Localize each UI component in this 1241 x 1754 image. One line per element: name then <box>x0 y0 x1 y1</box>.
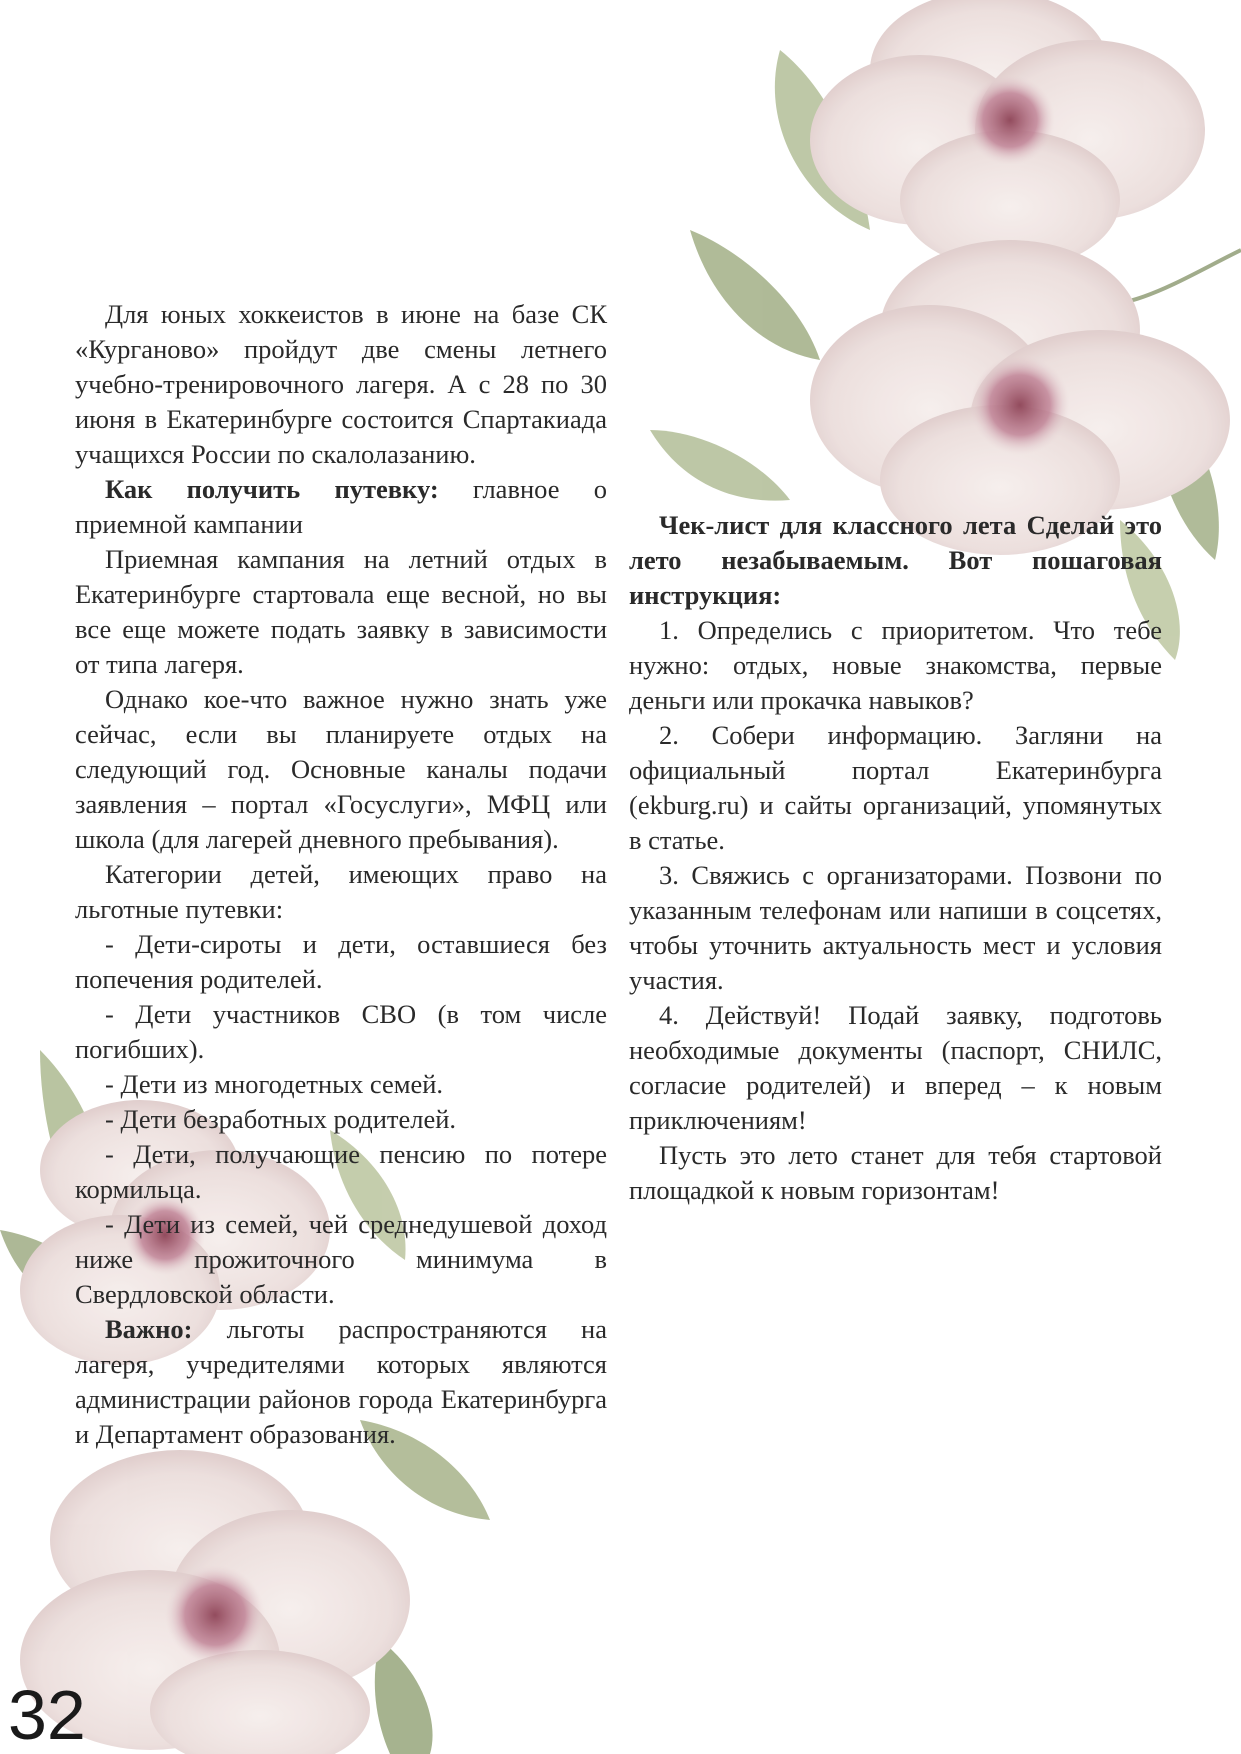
bold-lead: Важно: <box>105 1314 193 1344</box>
flower-center <box>970 355 1070 455</box>
list-item: - Дети из многодетных семей. <box>105 1069 444 1099</box>
paragraph-text: льготы распространяются на лагеря, учредителями которых являются администрации районов города Екатеринбурга и Департамент образования. <box>75 1314 607 1449</box>
right-text-column <box>629 508 1162 1208</box>
flower-center <box>165 1565 265 1665</box>
paragraph-intro: Для юных хоккеистов в июне на базе СК «Курганово» пройдут две смены летнего учебно-тренировочного лагеря. А с 28 по 30 июня в Екатеринбурге состоится Спартакиада учащихся России по скалолазанию. <box>75 299 607 469</box>
paragraph-next-year: Однако кое-что важное нужно знать уже сейчас, если вы планируете отдых на следующий год. Основные каналы подачи заявления – портал «Госуслуги», МФЦ или школа (для лагерей дневного пребывания). <box>75 684 607 854</box>
checklist-step: 3. Свяжись с организаторами. Позвони по указанным телефонам или напиши в соцсетях, чтобы уточнить актуальность мест и условия участия. <box>629 860 1162 995</box>
paragraph-categories: Категории детей, имеющих право на льготные путевки: <box>75 859 607 924</box>
flower-center <box>965 75 1055 165</box>
list-item: - Дети-сироты и дети, оставшиеся без попечения родителей. <box>75 929 607 994</box>
checklist-step: 2. Собери информацию. Загляни на официальный портал Екатеринбурга (ekburg.ru) и сайты организаций, упомянутых в статье. <box>629 720 1162 855</box>
leaf-shape <box>690 230 820 360</box>
leaf-shape <box>650 430 790 501</box>
list-item: - Дети безработных родителей. <box>105 1104 457 1134</box>
paragraph-how-to-get <box>75 472 607 542</box>
list-item: - Дети из семей, чей среднедушевой доход ниже прожиточного минимума в Свердловской области. <box>75 1209 607 1309</box>
bold-lead: Как получить путевку: <box>105 474 439 504</box>
left-text-column <box>75 297 607 1452</box>
leaf-shape <box>375 1640 433 1754</box>
list-item: - Дети участников СВО (в том числе погибших). <box>75 999 607 1064</box>
closing-paragraph: Пусть это лето станет для тебя стартовой площадкой к новым горизонтам! <box>629 1140 1162 1205</box>
checklist-heading-text: Чек-лист для классного лета Сделай это лето незабываемым. Вот пошаговая инструкция: <box>629 510 1162 610</box>
paragraph-text: главное о приемной кампании <box>75 474 607 539</box>
checklist-step: 1. Определись с приоритетом. Что тебе нужно: отдых, новые знакомства, первые деньги или прокачка навыков? <box>629 615 1162 715</box>
checklist-heading <box>629 508 1162 613</box>
list-item: - Дети, получающие пенсию по потере кормильца. <box>75 1139 607 1204</box>
paragraph-campaign: Приемная кампания на летний отдых в Екатеринбурге стартовала еще весной, но вы все еще можете подать заявку в зависимости от типа лагеря. <box>75 544 607 679</box>
page-number: 32 <box>8 1676 86 1754</box>
checklist-step: 4. Действуй! Подай заявку, подготовь необходимые документы (паспорт, СНИЛС, согласие родителей) и вперед – к новым приключениям! <box>629 1000 1162 1135</box>
paragraph-important <box>75 1312 607 1452</box>
